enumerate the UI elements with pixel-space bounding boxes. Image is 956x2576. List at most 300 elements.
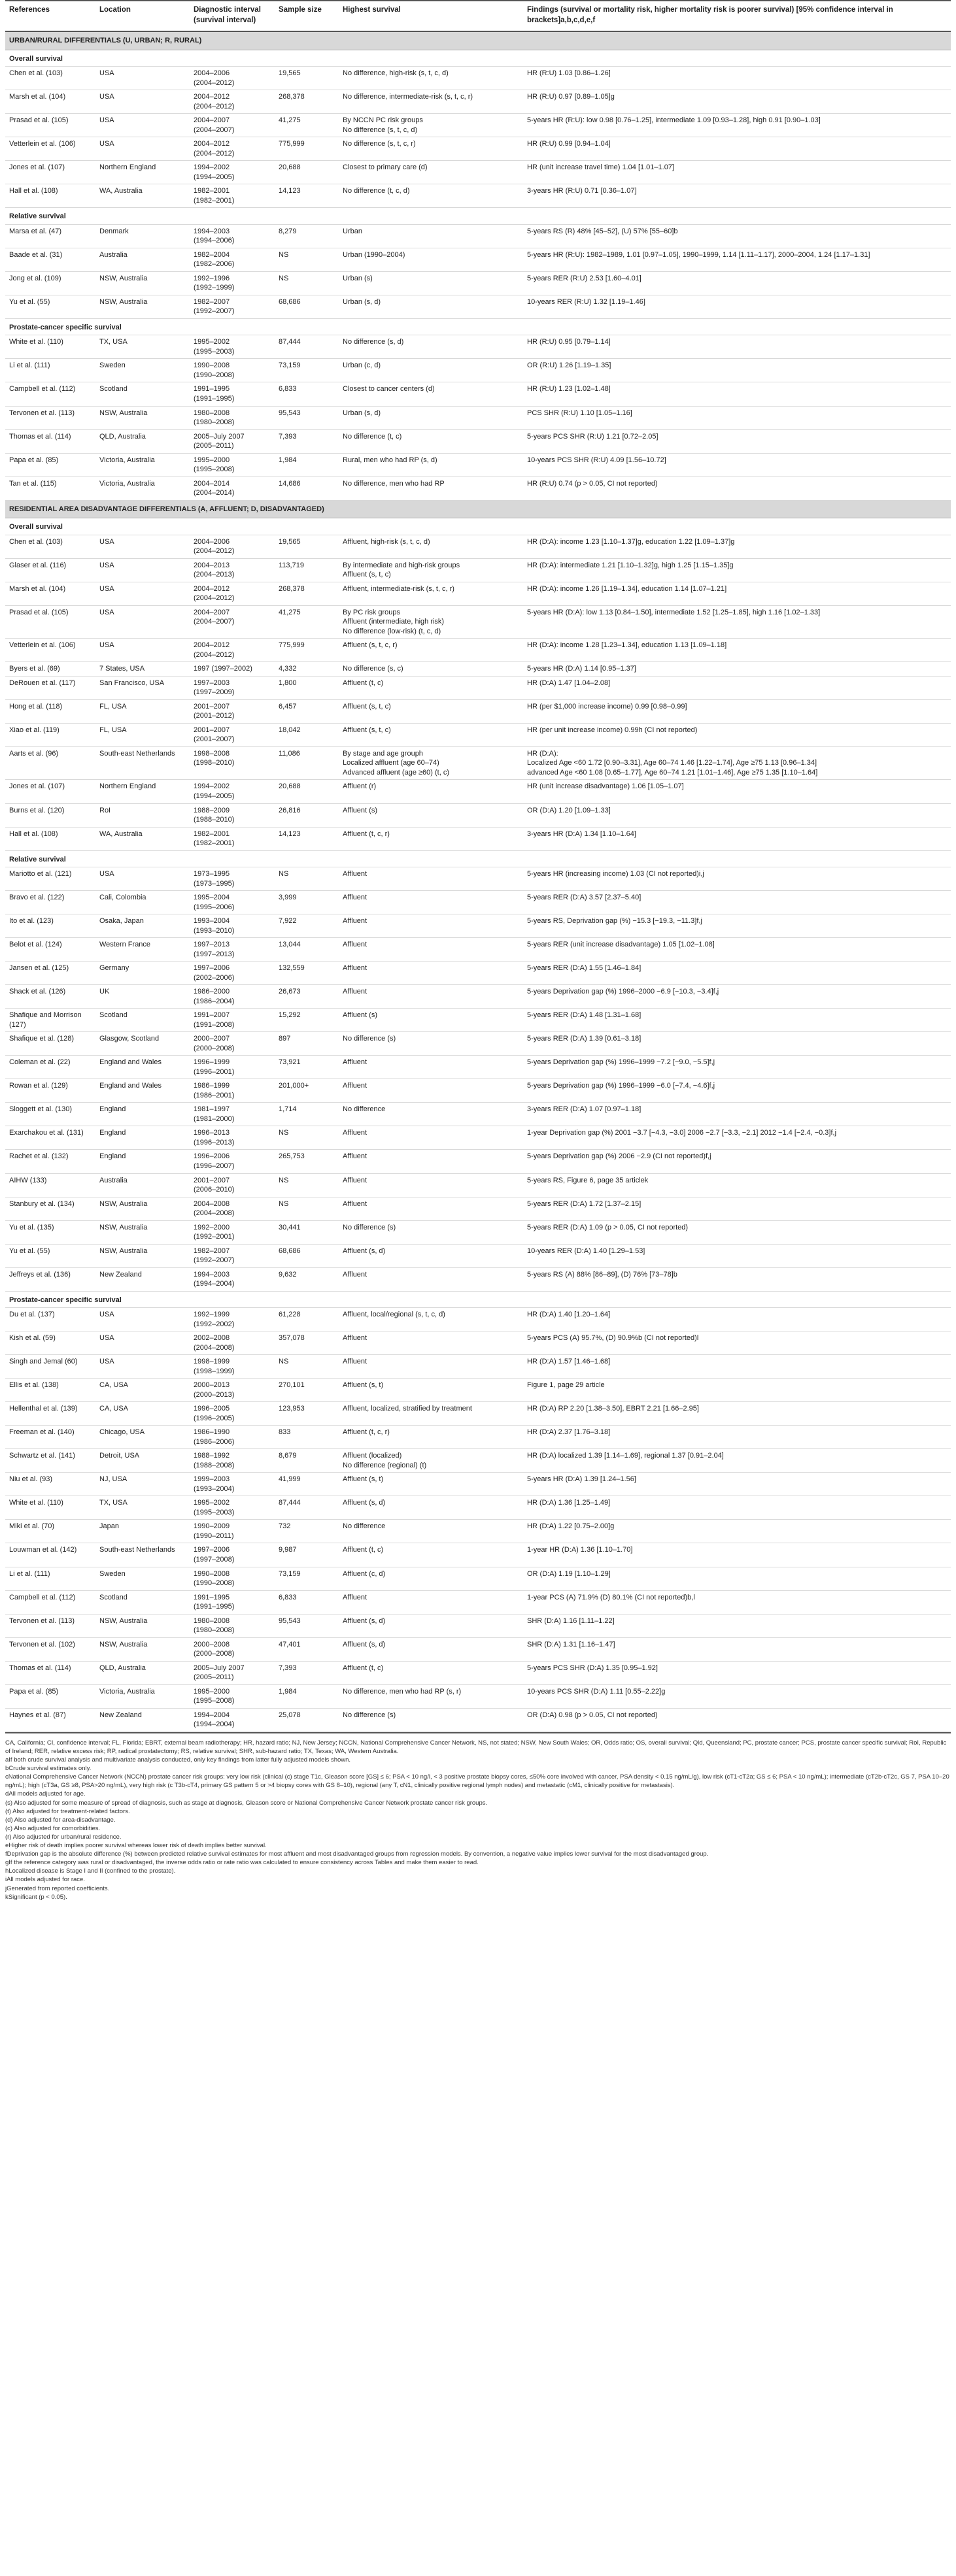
cell-sample-size: NS <box>275 271 339 295</box>
cell-sample-size: 41,999 <box>275 1473 339 1496</box>
cell-sample-size: 833 <box>275 1426 339 1449</box>
cell-findings: HR (D:A) localized 1.39 [1.14–1.69], regional 1.37 [0.91–2.04] <box>523 1449 951 1473</box>
cell-interval: 1992–1999 (1992–2002) <box>190 1308 275 1331</box>
cell-highest-survival: Affluent (t, c) <box>339 676 523 699</box>
cell-location: Northern England <box>95 780 190 803</box>
table-row <box>5 1079 951 1103</box>
cell-reference: Exarchakou et al. (131) <box>5 1126 95 1150</box>
cell-location: Denmark <box>95 224 190 248</box>
cell-interval: 1992–1996 (1992–1999) <box>190 271 275 295</box>
subsection-heading: Overall survival <box>5 518 951 535</box>
cell-highest-survival: Affluent <box>339 1331 523 1355</box>
table-row <box>5 803 951 827</box>
table-row <box>5 406 951 429</box>
table-row <box>5 1496 951 1520</box>
cell-location: 7 States, USA <box>95 662 190 677</box>
cell-reference: Rowan et al. (129) <box>5 1079 95 1103</box>
cell-findings: 10-years RER (R:U) 1.32 [1.19–1.46] <box>523 295 951 318</box>
footnote: jGenerated from reported coefficients. <box>5 1884 110 1892</box>
cell-sample-size: 8,279 <box>275 224 339 248</box>
cell-sample-size: 265,753 <box>275 1150 339 1173</box>
table-row <box>5 914 951 938</box>
cell-findings: 3-years HR (R:U) 0.71 [0.36–1.07] <box>523 184 951 208</box>
document <box>5 0 951 1901</box>
cell-sample-size: 68,686 <box>275 295 339 318</box>
cell-findings: 5-years RER (unit increase disadvantage) 1.05 [1.02–1.08] <box>523 938 951 962</box>
cell-location: USA <box>95 535 190 558</box>
cell-highest-survival: Affluent <box>339 1056 523 1079</box>
cell-interval: 2004–2012 (2004–2012) <box>190 582 275 605</box>
cell-highest-survival: No difference (s, t, c, r) <box>339 137 523 161</box>
cell-reference: Yu et al. (55) <box>5 1244 95 1267</box>
cell-highest-survival: Affluent (r) <box>339 780 523 803</box>
cell-sample-size: NS <box>275 867 339 891</box>
cell-findings: 5-years HR (D:A) 1.14 [0.95–1.37] <box>523 662 951 677</box>
cell-highest-survival: No difference, high-risk (s, t, c, d) <box>339 67 523 90</box>
table-row <box>5 699 951 723</box>
cell-interval: 2001–2007 (2001–2012) <box>190 699 275 723</box>
table-row <box>5 1056 951 1079</box>
cell-reference: Jeffreys et al. (136) <box>5 1267 95 1291</box>
table-row <box>5 780 951 803</box>
cell-reference: Tervonen et al. (113) <box>5 406 95 429</box>
cell-reference: Marsh et al. (104) <box>5 90 95 114</box>
cell-interval: 1999–2003 (1993–2004) <box>190 1473 275 1496</box>
cell-sample-size: 19,565 <box>275 535 339 558</box>
cell-highest-survival: Closest to cancer centers (d) <box>339 382 523 406</box>
cell-highest-survival: Affluent (s, d) <box>339 1614 523 1637</box>
footnote: CA, California; CI, confidence interval; FL, Florida; EBRT, external beam radiotherapy; HR, hazard ratio; NJ, New Jersey; NCCN, National Comprehensive Cancer Network, NS, not stated; NSW, New South Wales; OR, Odds ratio; OS, overall survival; Qld, Queensland; PC, prostate cancer; PCS, prostate cancer specific survival; RoI, Republic of Ireland; RER, relative excess risk; RP, radical prostatectomy; RS, relative survival; SHR, sub-hazard ratio; TX, Texas; WA, Western Australia. <box>5 1739 947 1755</box>
table-row <box>5 558 951 582</box>
cell-location: USA <box>95 67 190 90</box>
cell-highest-survival: Urban (s, d) <box>339 406 523 429</box>
cell-highest-survival: By stage and age grouph Localized affluent (age 60–74) Advanced affluent (age ≥60) (t, c) <box>339 746 523 780</box>
cell-sample-size: 268,378 <box>275 90 339 114</box>
cell-location: NSW, Australia <box>95 1244 190 1267</box>
table-row <box>5 67 951 90</box>
footnote: eHigher risk of death implies poorer survival whereas lower risk of death implies better survival. <box>5 1842 267 1850</box>
cell-findings: 5-years Deprivation gap (%) 1996–1999 −6.0 [−7.4, −4.6]f,j <box>523 1079 951 1103</box>
cell-highest-survival: No difference (s, c) <box>339 662 523 677</box>
cell-interval: 1995–2002 (1995–2003) <box>190 335 275 359</box>
cell-reference: White et al. (110) <box>5 1496 95 1520</box>
cell-findings: 5-years RER (D:A) 1.09 (p > 0.05, CI not reported) <box>523 1220 951 1244</box>
cell-highest-survival: Affluent (t, c, r) <box>339 1426 523 1449</box>
cell-location: USA <box>95 867 190 891</box>
cell-sample-size: 41,275 <box>275 114 339 137</box>
footnote: dAll models adjusted for age. <box>5 1790 86 1798</box>
cell-highest-survival: Affluent (s, t, c) <box>339 699 523 723</box>
cell-interval: 1996–2005 (1996–2005) <box>190 1402 275 1426</box>
cell-reference: Freeman et al. (140) <box>5 1426 95 1449</box>
cell-reference: Jansen et al. (125) <box>5 962 95 985</box>
cell-highest-survival: Affluent, intermediate-risk (s, t, c, r) <box>339 582 523 605</box>
table-row <box>5 382 951 406</box>
table-row <box>5 1355 951 1379</box>
cell-findings: HR (per unit increase income) 0.99h (CI not reported) <box>523 723 951 746</box>
table-row <box>5 1402 951 1426</box>
cell-interval: 2001–2007 (2001–2007) <box>190 723 275 746</box>
cell-location: England and Wales <box>95 1056 190 1079</box>
cell-location: TX, USA <box>95 335 190 359</box>
footnote: fDeprivation gap is the absolute difference (%) between predicted relative survival estimates for most affluent and most disadvantaged groups from regression models. By convention, a negative value implies lower survival for the most disadvantaged group. <box>5 1850 709 1858</box>
table-row <box>5 985 951 1009</box>
cell-reference: AIHW (133) <box>5 1173 95 1197</box>
table-row <box>5 224 951 248</box>
cell-highest-survival: By intermediate and high-risk groups Affluent (s, t, c) <box>339 558 523 582</box>
cell-location: CA, USA <box>95 1402 190 1426</box>
cell-findings: HR (per $1,000 increase income) 0.99 [0.98–0.99] <box>523 699 951 723</box>
cell-location: Australia <box>95 248 190 271</box>
cell-location: Australia <box>95 1173 190 1197</box>
cell-sample-size: 26,816 <box>275 803 339 827</box>
cell-highest-survival: Affluent <box>339 1197 523 1220</box>
cell-interval: 1997–2003 (1997–2009) <box>190 676 275 699</box>
table-row <box>5 639 951 662</box>
table-row <box>5 248 951 271</box>
table-body <box>5 31 951 1731</box>
cell-reference: Campbell et al. (112) <box>5 1590 95 1614</box>
cell-reference: Sloggett et al. (130) <box>5 1103 95 1126</box>
cell-interval: 1996–1999 (1996–2001) <box>190 1056 275 1079</box>
cell-location: Detroit, USA <box>95 1449 190 1473</box>
table-row <box>5 184 951 208</box>
cell-findings: HR (unit increase travel time) 1.04 [1.01–1.07] <box>523 161 951 184</box>
cell-sample-size: 14,123 <box>275 184 339 208</box>
cell-interval: 1982–2004 (1982–2006) <box>190 248 275 271</box>
cell-reference: Ellis et al. (138) <box>5 1379 95 1402</box>
cell-reference: Jones et al. (107) <box>5 780 95 803</box>
table-row <box>5 1331 951 1355</box>
table-row <box>5 1103 951 1126</box>
cell-findings: OR (D:A) 1.20 [1.09–1.33] <box>523 803 951 827</box>
cell-interval: 1990–2008 (1990–2008) <box>190 1567 275 1590</box>
cell-sample-size: 25,078 <box>275 1708 339 1731</box>
cell-sample-size: 20,688 <box>275 161 339 184</box>
cell-location: USA <box>95 639 190 662</box>
cell-location: Japan <box>95 1520 190 1543</box>
cell-findings: 5-years Deprivation gap (%) 2006 −2.9 (CI not reported)f,j <box>523 1150 951 1173</box>
cell-sample-size: 26,673 <box>275 985 339 1009</box>
cell-findings: OR (D:A) 0.98 (p > 0.05, CI not reported) <box>523 1708 951 1731</box>
section-heading-row <box>5 500 951 518</box>
cell-interval: 1996–2006 (1996–2007) <box>190 1150 275 1173</box>
cell-sample-size: 6,833 <box>275 382 339 406</box>
cell-location: CA, USA <box>95 1379 190 1402</box>
cell-findings: 5-years RER (D:A) 3.57 [2.37–5.40] <box>523 891 951 914</box>
cell-reference: DeRouen et al. (117) <box>5 676 95 699</box>
table-row <box>5 161 951 184</box>
cell-interval: 1993–2004 (1993–2010) <box>190 914 275 938</box>
cell-sample-size: 19,565 <box>275 67 339 90</box>
cell-highest-survival: No difference (s) <box>339 1032 523 1056</box>
cell-location: FL, USA <box>95 699 190 723</box>
table-row <box>5 295 951 318</box>
cell-sample-size: 61,228 <box>275 1308 339 1331</box>
subsection-heading: Relative survival <box>5 850 951 867</box>
cell-findings: 5-years PCS SHR (R:U) 1.21 [0.72–2.05] <box>523 429 951 453</box>
cell-sample-size: 20,688 <box>275 780 339 803</box>
cell-highest-survival: Affluent <box>339 1355 523 1379</box>
cell-findings: 10-years RER (D:A) 1.40 [1.29–1.53] <box>523 1244 951 1267</box>
table-row <box>5 137 951 161</box>
cell-location: NSW, Australia <box>95 295 190 318</box>
header-diagnostic-interval: Diagnostic interval (survival interval) <box>190 1 275 31</box>
table-row <box>5 1590 951 1614</box>
cell-highest-survival: Affluent (s, d) <box>339 1496 523 1520</box>
cell-location: Victoria, Australia <box>95 453 190 477</box>
cell-reference: Du et al. (137) <box>5 1308 95 1331</box>
table-row <box>5 335 951 359</box>
cell-highest-survival: No difference (t, c) <box>339 429 523 453</box>
cell-reference: Yu et al. (55) <box>5 295 95 318</box>
cell-highest-survival: Affluent <box>339 914 523 938</box>
cell-reference: Haynes et al. (87) <box>5 1708 95 1731</box>
cell-interval: 2004–2007 (2004–2007) <box>190 114 275 137</box>
cell-findings: 5-years HR (increasing income) 1.03 (CI not reported)i,j <box>523 867 951 891</box>
cell-interval: 1998–2008 (1998–2010) <box>190 746 275 780</box>
cell-findings: PCS SHR (R:U) 1.10 [1.05–1.16] <box>523 406 951 429</box>
cell-interval: 2004–2012 (2004–2012) <box>190 639 275 662</box>
table-row <box>5 1197 951 1220</box>
cell-interval: 1997–2013 (1997–2013) <box>190 938 275 962</box>
cell-reference: Yu et al. (135) <box>5 1220 95 1244</box>
cell-location: Sweden <box>95 359 190 382</box>
subsection-heading: Prostate-cancer specific survival <box>5 318 951 335</box>
cell-highest-survival: Affluent (s) <box>339 1009 523 1032</box>
cell-findings: 1-year PCS (A) 71.9% (D) 80.1% (CI not reported)b,l <box>523 1590 951 1614</box>
section-heading: URBAN/RURAL DIFFERENTIALS (U, URBAN; R, RURAL) <box>5 31 951 50</box>
cell-reference: Glaser et al. (116) <box>5 558 95 582</box>
cell-reference: Chen et al. (103) <box>5 67 95 90</box>
cell-interval: 2001–2007 (2006–2010) <box>190 1173 275 1197</box>
cell-sample-size: 8,679 <box>275 1449 339 1473</box>
cell-reference: Singh and Jemal (60) <box>5 1355 95 1379</box>
footnote: cNational Comprehensive Cancer Network (NCCN) prostate cancer risk groups: very low risk (clinical (c) stage T1c, Gleason score [GS] ≤ 6; PSA < 10 ng/l, < 3 positive prostate biopsy cores, ≤50% core involved with cancer, PSA density < 0.15 ng/mL/g), low risk (cT1-cT2a; GS ≤ 6; PSA < 10 ng/mL); intermediate (cT2b-cT2c, GS 7, PSA 10–20 ng/mL); high (cT3a, GS ≥8, PSA>20 ng/mL), very high risk (c T3b-cT4, primary GS pattern 5 or >4 biopsy cores with GS 8–10), regional (any T, cN1, clinically positive regional lymph nodes) and metastatic (cM1, clinically positive for metastasis). <box>5 1773 949 1790</box>
cell-reference: Aarts et al. (96) <box>5 746 95 780</box>
cell-reference: Marsh et al. (104) <box>5 582 95 605</box>
cell-location: USA <box>95 1355 190 1379</box>
cell-interval: 1994–2003 (1994–2006) <box>190 224 275 248</box>
cell-location: NSW, Australia <box>95 406 190 429</box>
cell-findings: 5-years HR (D:A) 1.39 [1.24–1.56] <box>523 1473 951 1496</box>
cell-location: New Zealand <box>95 1708 190 1731</box>
cell-location: QLD, Australia <box>95 429 190 453</box>
footnote: kSignificant (p < 0.05). <box>5 1893 67 1901</box>
table-row <box>5 271 951 295</box>
cell-highest-survival: Affluent (s, t, c) <box>339 723 523 746</box>
cell-sample-size: 18,042 <box>275 723 339 746</box>
table-row <box>5 582 951 605</box>
cell-interval: 1995–2004 (1995–2006) <box>190 891 275 914</box>
table-row <box>5 1567 951 1590</box>
cell-highest-survival: Rural, men who had RP (s, d) <box>339 453 523 477</box>
cell-sample-size: 9,987 <box>275 1543 339 1567</box>
cell-reference: Coleman et al. (22) <box>5 1056 95 1079</box>
subsection-heading: Overall survival <box>5 50 951 67</box>
cell-highest-survival: Affluent <box>339 891 523 914</box>
cell-interval: 1995–2002 (1995–2003) <box>190 1496 275 1520</box>
cell-sample-size: NS <box>275 1173 339 1197</box>
section-heading-row <box>5 31 951 50</box>
cell-reference: Niu et al. (93) <box>5 1473 95 1496</box>
cell-location: NSW, Australia <box>95 1637 190 1661</box>
table-row <box>5 1637 951 1661</box>
cell-reference: Ito et al. (123) <box>5 914 95 938</box>
cell-reference: Vetterlein et al. (106) <box>5 137 95 161</box>
cell-reference: Chen et al. (103) <box>5 535 95 558</box>
cell-interval: 1986–1990 (1986–2006) <box>190 1426 275 1449</box>
cell-interval: 1988–1992 (1988–2008) <box>190 1449 275 1473</box>
cell-highest-survival: Affluent (s) <box>339 803 523 827</box>
table-row <box>5 1708 951 1731</box>
table-row <box>5 429 951 453</box>
header-location: Location <box>95 1 190 31</box>
cell-findings: HR (R:U) 1.03 [0.86–1.26] <box>523 67 951 90</box>
cell-interval: 1997–2006 (1997–2008) <box>190 1543 275 1567</box>
footnote: (r) Also adjusted for urban/rural residence. <box>5 1833 122 1841</box>
cell-interval: 1994–2003 (1994–2004) <box>190 1267 275 1291</box>
cell-findings: 5-years Deprivation gap (%) 1996–1999 −7.2 [−9.0, −5.5]f,j <box>523 1056 951 1079</box>
cell-highest-survival: Urban (1990–2004) <box>339 248 523 271</box>
cell-highest-survival: No difference, intermediate-risk (s, t, c, r) <box>339 90 523 114</box>
cell-location: South-east Netherlands <box>95 746 190 780</box>
cell-highest-survival: By PC risk groups Affluent (intermediate, high risk) No difference (low-risk) (t, c, d) <box>339 605 523 639</box>
cell-reference: Marsa et al. (47) <box>5 224 95 248</box>
cell-highest-survival: Affluent (s, t) <box>339 1473 523 1496</box>
cell-findings: HR (unit increase disadvantage) 1.06 [1.05–1.07] <box>523 780 951 803</box>
cell-sample-size: 68,686 <box>275 1244 339 1267</box>
cell-sample-size: 47,401 <box>275 1637 339 1661</box>
cell-location: FL, USA <box>95 723 190 746</box>
table-row <box>5 1426 951 1449</box>
cell-interval: 1980–2008 (1980–2008) <box>190 406 275 429</box>
cell-highest-survival: Affluent <box>339 1267 523 1291</box>
table-row <box>5 746 951 780</box>
subsection-heading-row <box>5 518 951 535</box>
cell-location: USA <box>95 558 190 582</box>
cell-findings: HR (R:U) 0.74 (p > 0.05, CI not reported) <box>523 477 951 500</box>
cell-highest-survival: Urban <box>339 224 523 248</box>
table-row <box>5 962 951 985</box>
cell-highest-survival: No difference <box>339 1520 523 1543</box>
cell-location: England <box>95 1126 190 1150</box>
cell-highest-survival: No difference (s, d) <box>339 335 523 359</box>
cell-sample-size: 9,632 <box>275 1267 339 1291</box>
cell-reference: Li et al. (111) <box>5 1567 95 1590</box>
cell-reference: Hall et al. (108) <box>5 827 95 850</box>
cell-highest-survival: Affluent <box>339 985 523 1009</box>
cell-findings: 10-years PCS SHR (R:U) 4.09 [1.56–10.72] <box>523 453 951 477</box>
cell-interval: 2004–2006 (2004–2012) <box>190 67 275 90</box>
cell-location: NSW, Australia <box>95 1197 190 1220</box>
cell-reference: Baade et al. (31) <box>5 248 95 271</box>
cell-sample-size: NS <box>275 1355 339 1379</box>
footnote: (s) Also adjusted for some measure of spread of diagnosis, such as stage at diagnosis, Gleason score or National Comprehensive Cancer Network prostate cancer risk groups. <box>5 1799 488 1807</box>
cell-findings: 10-years PCS SHR (D:A) 1.11 [0.55–2.22]g <box>523 1684 951 1708</box>
cell-sample-size: 123,953 <box>275 1402 339 1426</box>
cell-reference: Louwman et al. (142) <box>5 1543 95 1567</box>
cell-reference: Schwartz et al. (141) <box>5 1449 95 1473</box>
cell-interval: 1990–2009 (1990–2011) <box>190 1520 275 1543</box>
cell-highest-survival: Affluent <box>339 1126 523 1150</box>
cell-location: England <box>95 1150 190 1173</box>
cell-reference: Stanbury et al. (134) <box>5 1197 95 1220</box>
cell-reference: Shack et al. (126) <box>5 985 95 1009</box>
cell-location: Western France <box>95 938 190 962</box>
footnote: (t) Also adjusted for treatment-related factors. <box>5 1807 130 1815</box>
cell-reference: Prasad et al. (105) <box>5 114 95 137</box>
cell-location: Chicago, USA <box>95 1426 190 1449</box>
cell-reference: Kish et al. (59) <box>5 1331 95 1355</box>
table-row <box>5 1032 951 1056</box>
cell-findings: HR (D:A): income 1.23 [1.10–1.37]g, education 1.22 [1.09–1.37]g <box>523 535 951 558</box>
cell-highest-survival: No difference, men who had RP (s, r) <box>339 1684 523 1708</box>
cell-findings: OR (D:A) 1.19 [1.10–1.29] <box>523 1567 951 1590</box>
table-row <box>5 1543 951 1567</box>
cell-interval: 2004–2012 (2004–2012) <box>190 90 275 114</box>
cell-reference: Li et al. (111) <box>5 359 95 382</box>
cell-interval: 1982–2001 (1982–2001) <box>190 827 275 850</box>
cell-interval: 1986–1999 (1986–2001) <box>190 1079 275 1103</box>
cell-location: England and Wales <box>95 1079 190 1103</box>
cell-findings: 5-years RER (D:A) 1.72 [1.37–2.15] <box>523 1197 951 1220</box>
cell-highest-survival: Affluent, high-risk (s, t, c, d) <box>339 535 523 558</box>
table-row <box>5 827 951 850</box>
cell-location: Sweden <box>95 1567 190 1590</box>
cell-interval: 1990–2008 (1990–2008) <box>190 359 275 382</box>
table-row <box>5 723 951 746</box>
cell-reference: Prasad et al. (105) <box>5 605 95 639</box>
subsection-heading: Relative survival <box>5 208 951 225</box>
cell-location: NSW, Australia <box>95 271 190 295</box>
cell-sample-size: 732 <box>275 1520 339 1543</box>
cell-sample-size: 270,101 <box>275 1379 339 1402</box>
cell-highest-survival: Affluent (s, t) <box>339 1379 523 1402</box>
cell-interval: 1980–2008 (1980–2008) <box>190 1614 275 1637</box>
cell-findings: SHR (D:A) 1.16 [1.11–1.22] <box>523 1614 951 1637</box>
cell-location: Cali, Colombia <box>95 891 190 914</box>
cell-reference: Byers et al. (69) <box>5 662 95 677</box>
cell-highest-survival: Affluent (localized) No difference (regional) (t) <box>339 1449 523 1473</box>
table-row <box>5 891 951 914</box>
cell-findings: 3-years RER (D:A) 1.07 [0.97–1.18] <box>523 1103 951 1126</box>
table-row <box>5 1449 951 1473</box>
table-row <box>5 114 951 137</box>
cell-findings: HR (R:U) 0.97 [0.89–1.05]g <box>523 90 951 114</box>
cell-sample-size: 1,984 <box>275 453 339 477</box>
cell-location: USA <box>95 1308 190 1331</box>
cell-reference: Hall et al. (108) <box>5 184 95 208</box>
cell-highest-survival: Affluent <box>339 938 523 962</box>
cell-sample-size: 73,159 <box>275 1567 339 1590</box>
cell-interval: 2000–2013 (2000–2013) <box>190 1379 275 1402</box>
table-row <box>5 867 951 891</box>
table-row <box>5 605 951 639</box>
cell-findings: HR (D:A) RP 2.20 [1.38–3.50], EBRT 2.21 [1.66–2.95] <box>523 1402 951 1426</box>
cell-highest-survival: Affluent <box>339 1079 523 1103</box>
cell-location: USA <box>95 605 190 639</box>
cell-findings: HR (D:A) 1.22 [0.75–2.00]g <box>523 1520 951 1543</box>
footnote: iAll models adjusted for race. <box>5 1876 85 1884</box>
table-row <box>5 676 951 699</box>
cell-interval: 1991–1995 (1991–1995) <box>190 382 275 406</box>
cell-interval: 1994–2002 (1994–2005) <box>190 780 275 803</box>
cell-reference: Thomas et al. (114) <box>5 429 95 453</box>
cell-highest-survival: Affluent <box>339 962 523 985</box>
cell-location: Scotland <box>95 1009 190 1032</box>
cell-findings: 3-years HR (D:A) 1.34 [1.10–1.64] <box>523 827 951 850</box>
